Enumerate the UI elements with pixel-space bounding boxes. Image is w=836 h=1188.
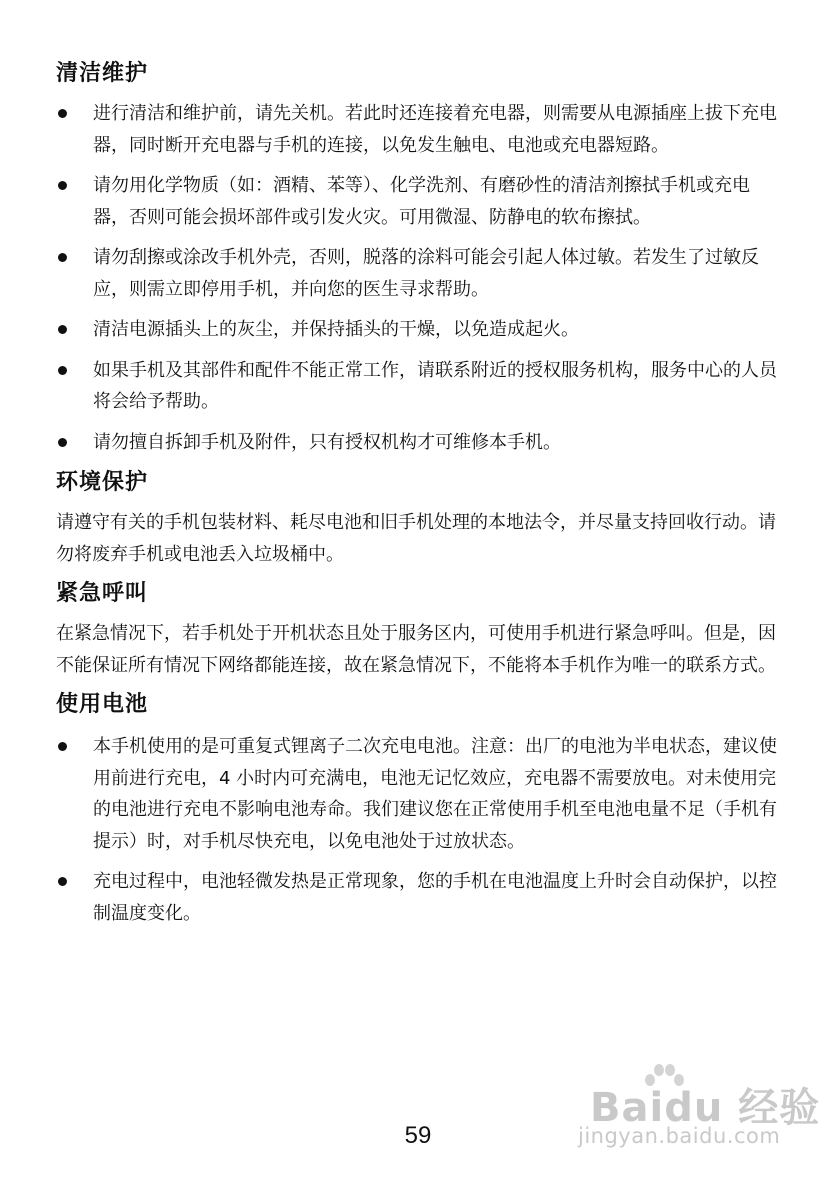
section-battery [56,689,784,929]
list-item-text: 请勿擅自拆卸手机及附件，只有授权机构才可维修本手机。 [93,431,561,453]
emergency-paragraph: 在紧急情况下，若手机处于开机状态且处于服务区内，可使用手机进行紧急呼叫。但是，因不能保证所有情况下网络都能连接，故在紧急情况下，不能将本手机作为唯一的联系方式。 [56,623,776,676]
list-item [56,242,784,305]
bullet-icon [58,742,67,751]
section-title-cleaning: 清洁维护 [56,61,149,86]
bullet-icon [58,253,67,262]
bullet-icon [58,877,67,886]
cleaning-list [56,98,784,458]
page-number: 59 [404,1122,432,1149]
environment-paragraph: 请遵守有关的手机包装材料、耗尽电池和旧手机处理的本地法令，并尽量支持回收行动。请勿将废弃手机或电池丢入垃圾桶中。 [56,512,776,565]
list-item-text: 本手机使用的是可重复式锂离子二次充电电池。注意：出厂的电池为半电状态，建议使用前进行充电，4 小时内可充满电，电池无记忆效应，充电器不需要放电。对未使用完的电池进行充电不影响电池寿命。我们建议您在正常使用手机至电池电量不足（手机有提示）时，对手机尽快充电，以免电池处于过放状态。 [93,736,777,852]
bullet-icon [58,109,67,118]
list-item-text: 充电过程中，电池轻微发热是正常现象，您的手机在电池温度上升时会自动保护，以控制温度变化。 [93,871,777,924]
section-environment [56,467,784,570]
list-item-text: 请勿用化学物质（如：酒精、苯等）、化学洗剂、有磨砂性的清洁剂擦拭手机或充电器，否则可能会损坏部件或引发火灾。可用微湿、防静电的软布擦拭。 [93,175,750,228]
list-item-text: 请勿刮擦或涂改手机外壳，否则，脱落的涂料可能会引起人体过敏。若发生了过敏反应，则需立即停用手机，并向您的医生寻求帮助。 [93,247,759,300]
section-title-emergency: 紧急呼叫 [56,581,149,606]
list-item [56,355,784,418]
list-item [56,731,784,857]
list-item-text: 进行清洁和维护前，请先关机。若此时还连接着充电器，则需要从电源插座上拔下充电器，同时断开充电器与手机的连接，以免发生触电、电池或充电器短路。 [93,103,777,156]
bullet-icon [58,325,67,334]
battery-list [56,731,784,929]
section-emergency [56,578,784,681]
list-item [56,866,784,929]
list-item [56,314,784,346]
list-item-text: 如果手机及其部件和配件不能正常工作，请联系附近的授权服务机构，服务中心的人员将会给予帮助。 [93,359,777,412]
list-item [56,427,784,459]
list-item-text: 清洁电源插头上的灰尘，并保持插头的干燥，以免造成起火。 [93,319,579,340]
list-item [56,98,784,161]
list-item [56,170,784,233]
watermark-url: jingyan.baidu.com [578,1124,781,1148]
section-title-battery: 使用电池 [56,692,149,717]
manual-page [56,58,784,938]
section-cleaning [56,58,784,458]
bullet-icon [58,181,67,190]
section-title-environment: 环境保护 [56,470,149,495]
bullet-icon [58,366,67,375]
bullet-icon [58,438,67,447]
watermark-logo-text: Baidu 经验 [590,1085,821,1131]
